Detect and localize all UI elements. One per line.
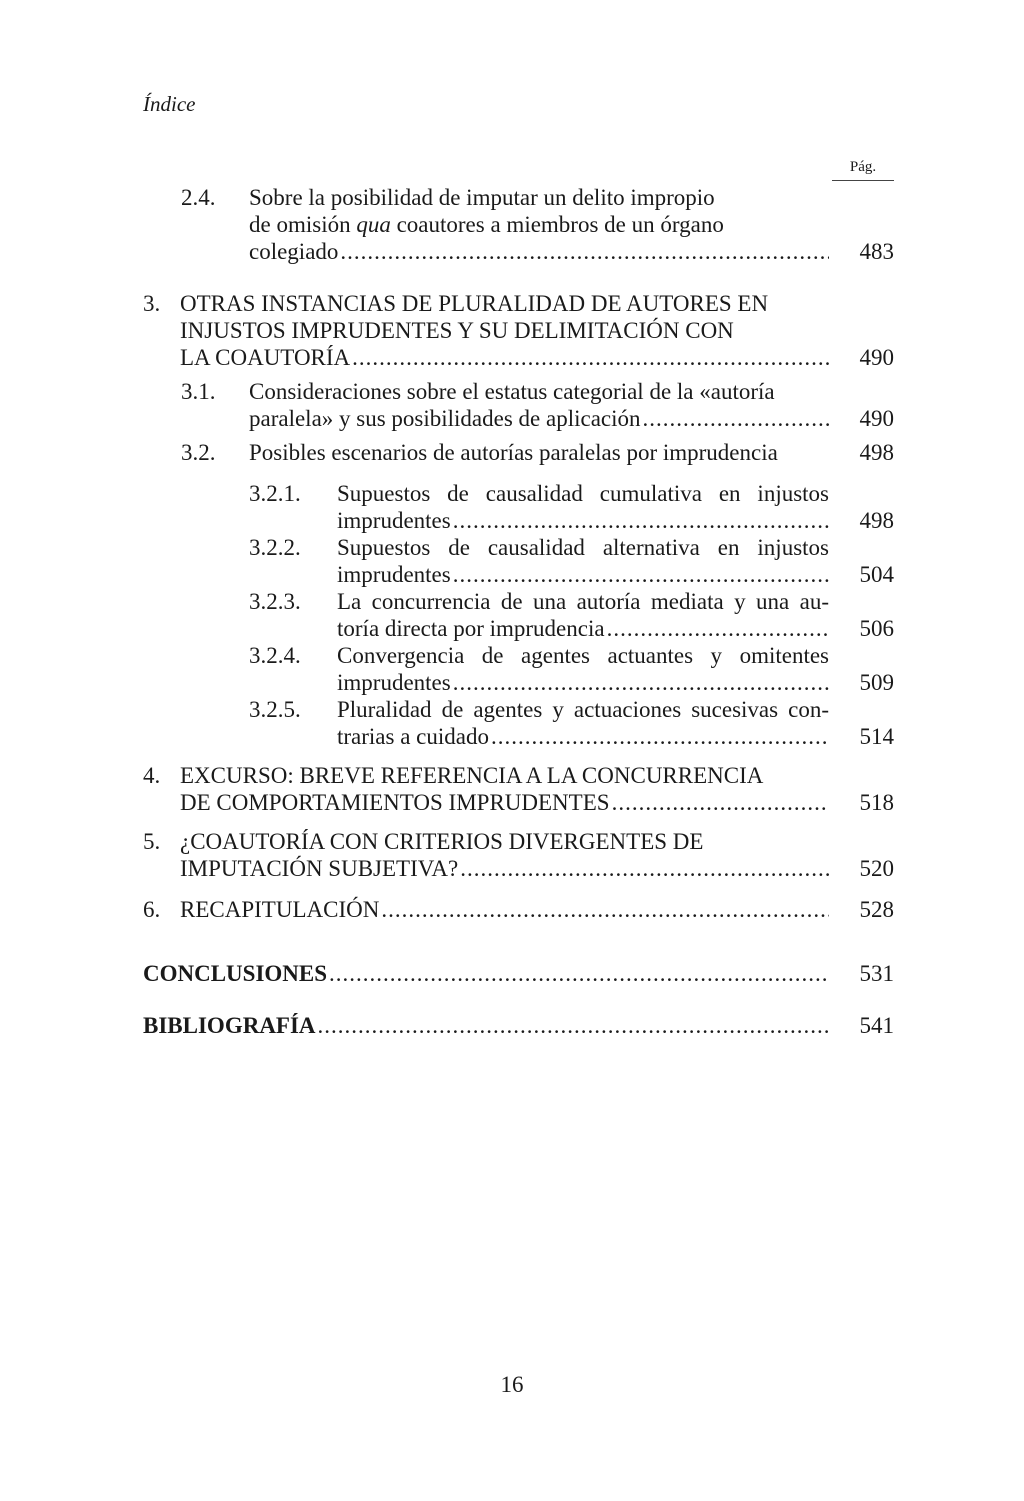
toc-entry-line: EXCURSO: BREVE REFERENCIA A LA CONCURRENCIA — [180, 763, 764, 788]
toc-page-number: 509 — [859, 670, 894, 695]
toc-entry-last-line — [337, 507, 829, 534]
toc-page-number: 528 — [859, 897, 894, 922]
toc-entry-last-line — [180, 896, 829, 923]
toc-entry-number: 2.4. — [181, 185, 216, 210]
toc-entry-last-line — [337, 561, 829, 588]
toc-page-number: 531 — [859, 961, 894, 986]
toc-entry-line: Consideraciones sobre el estatus categorial de la «autoría — [249, 379, 775, 404]
toc-entry-number: 3.2.5. — [249, 697, 301, 722]
toc-page-number: 520 — [859, 856, 894, 881]
dot-leader — [460, 855, 829, 882]
dot-leader — [329, 960, 829, 987]
toc-entry-title: imprudentes — [337, 670, 451, 695]
toc-entry-title: LA COAUTORÍA — [180, 345, 351, 370]
toc-entry-line: La concurrencia de una autoría mediata y una au- — [337, 589, 829, 614]
toc-entry-number: 6. — [143, 897, 161, 922]
dot-leader — [453, 669, 829, 696]
dot-leader — [318, 1012, 829, 1039]
toc-entry-last-line — [143, 1012, 829, 1039]
toc-entry-number: 3.1. — [181, 379, 216, 404]
toc-entry-title: imprudentes — [337, 562, 451, 587]
toc-page-number: 490 — [859, 406, 894, 431]
toc-entry-number: 3.2.4. — [249, 643, 301, 668]
toc-entry-last-line — [337, 669, 829, 696]
toc-entry-last-line — [249, 405, 829, 432]
dot-leader — [381, 896, 829, 923]
running-head: Índice — [143, 92, 196, 116]
toc-entry-title: DE COMPORTAMIENTOS IMPRUDENTES — [180, 790, 610, 815]
toc-entry-title: BIBLIOGRAFÍA — [143, 1013, 316, 1038]
toc-entry-title: Posibles escenarios de autorías paralelas por imprudencia — [249, 440, 778, 465]
page-number: 16 — [500, 1372, 524, 1397]
toc-entry-title: toría directa por imprudencia — [337, 616, 605, 641]
page-column-label: Pág. — [832, 159, 894, 181]
dot-leader — [643, 405, 829, 432]
toc-page-number: 541 — [859, 1013, 894, 1038]
toc-page-number: 498 — [859, 440, 894, 465]
dot-leader — [491, 723, 829, 750]
toc-entry-emphasis: qua — [356, 212, 391, 237]
toc-entry-title: imprudentes — [337, 508, 451, 533]
toc-entry-last-line — [180, 855, 829, 882]
dot-leader — [453, 507, 829, 534]
toc-entry-title: paralela» y sus posibilidades de aplicación — [249, 406, 641, 431]
toc-entry-line — [249, 211, 829, 238]
toc-page-number: 498 — [859, 508, 894, 533]
toc-page-number: 490 — [859, 345, 894, 370]
toc-page-number: 514 — [859, 724, 894, 749]
toc-entry-title: trarias a cuidado — [337, 724, 489, 749]
toc-entry-line: Sobre la posibilidad de imputar un delito impropio — [249, 185, 715, 210]
toc-entry-line: Pluralidad de agentes y actuaciones sucesivas con- — [337, 697, 829, 722]
toc-entry-line: Supuestos de causalidad cumulativa en injustos — [337, 481, 829, 506]
toc-entry-title: RECAPITULACIÓN — [180, 897, 380, 922]
toc-entry-text: coautores a miembros de un órgano — [390, 212, 724, 237]
dot-leader — [453, 561, 829, 588]
dot-leader — [352, 344, 829, 371]
toc-entry-last-line — [180, 344, 829, 371]
toc-entry-title: colegiado — [249, 239, 339, 264]
toc-entry-number: 3.2.2. — [249, 535, 301, 560]
toc-entry-last-line — [337, 723, 829, 750]
dot-leader — [612, 789, 829, 816]
toc-entry-number: 3. — [143, 291, 161, 316]
toc-entry-number: 3.2.1. — [249, 481, 301, 506]
toc-page-number: 506 — [859, 616, 894, 641]
toc-entry-last-line — [337, 615, 829, 642]
toc-entry-line: INJUSTOS IMPRUDENTES Y SU DELIMITACIÓN CON — [180, 318, 734, 343]
toc-entry-number: 3.2.3. — [249, 589, 301, 614]
toc-entry-last-line — [143, 960, 829, 987]
dot-leader — [340, 238, 829, 265]
toc-entry-line: OTRAS INSTANCIAS DE PLURALIDAD DE AUTORES EN — [180, 291, 769, 316]
toc-page-number: 518 — [859, 790, 894, 815]
toc-entry-last-line — [249, 238, 829, 265]
toc-page-number: 504 — [859, 562, 894, 587]
toc-entry-number: 3.2. — [181, 440, 216, 465]
toc-entry-text: de omisión — [249, 212, 357, 237]
toc-entry-title: IMPUTACIÓN SUBJETIVA? — [180, 856, 459, 881]
toc-entry-title: CONCLUSIONES — [143, 961, 328, 986]
toc-entry-line: ¿COAUTORÍA CON CRITERIOS DIVERGENTES DE — [180, 829, 704, 854]
toc-entry-line: Convergencia de agentes actuantes y omitentes — [337, 643, 829, 668]
toc-page-number: 483 — [859, 239, 894, 264]
dot-leader — [607, 615, 829, 642]
toc-entry-number: 4. — [143, 763, 161, 788]
toc-entry-last-line — [180, 789, 829, 816]
toc-entry-line: Supuestos de causalidad alternativa en injustos — [337, 535, 829, 560]
toc-entry-number: 5. — [143, 829, 161, 854]
